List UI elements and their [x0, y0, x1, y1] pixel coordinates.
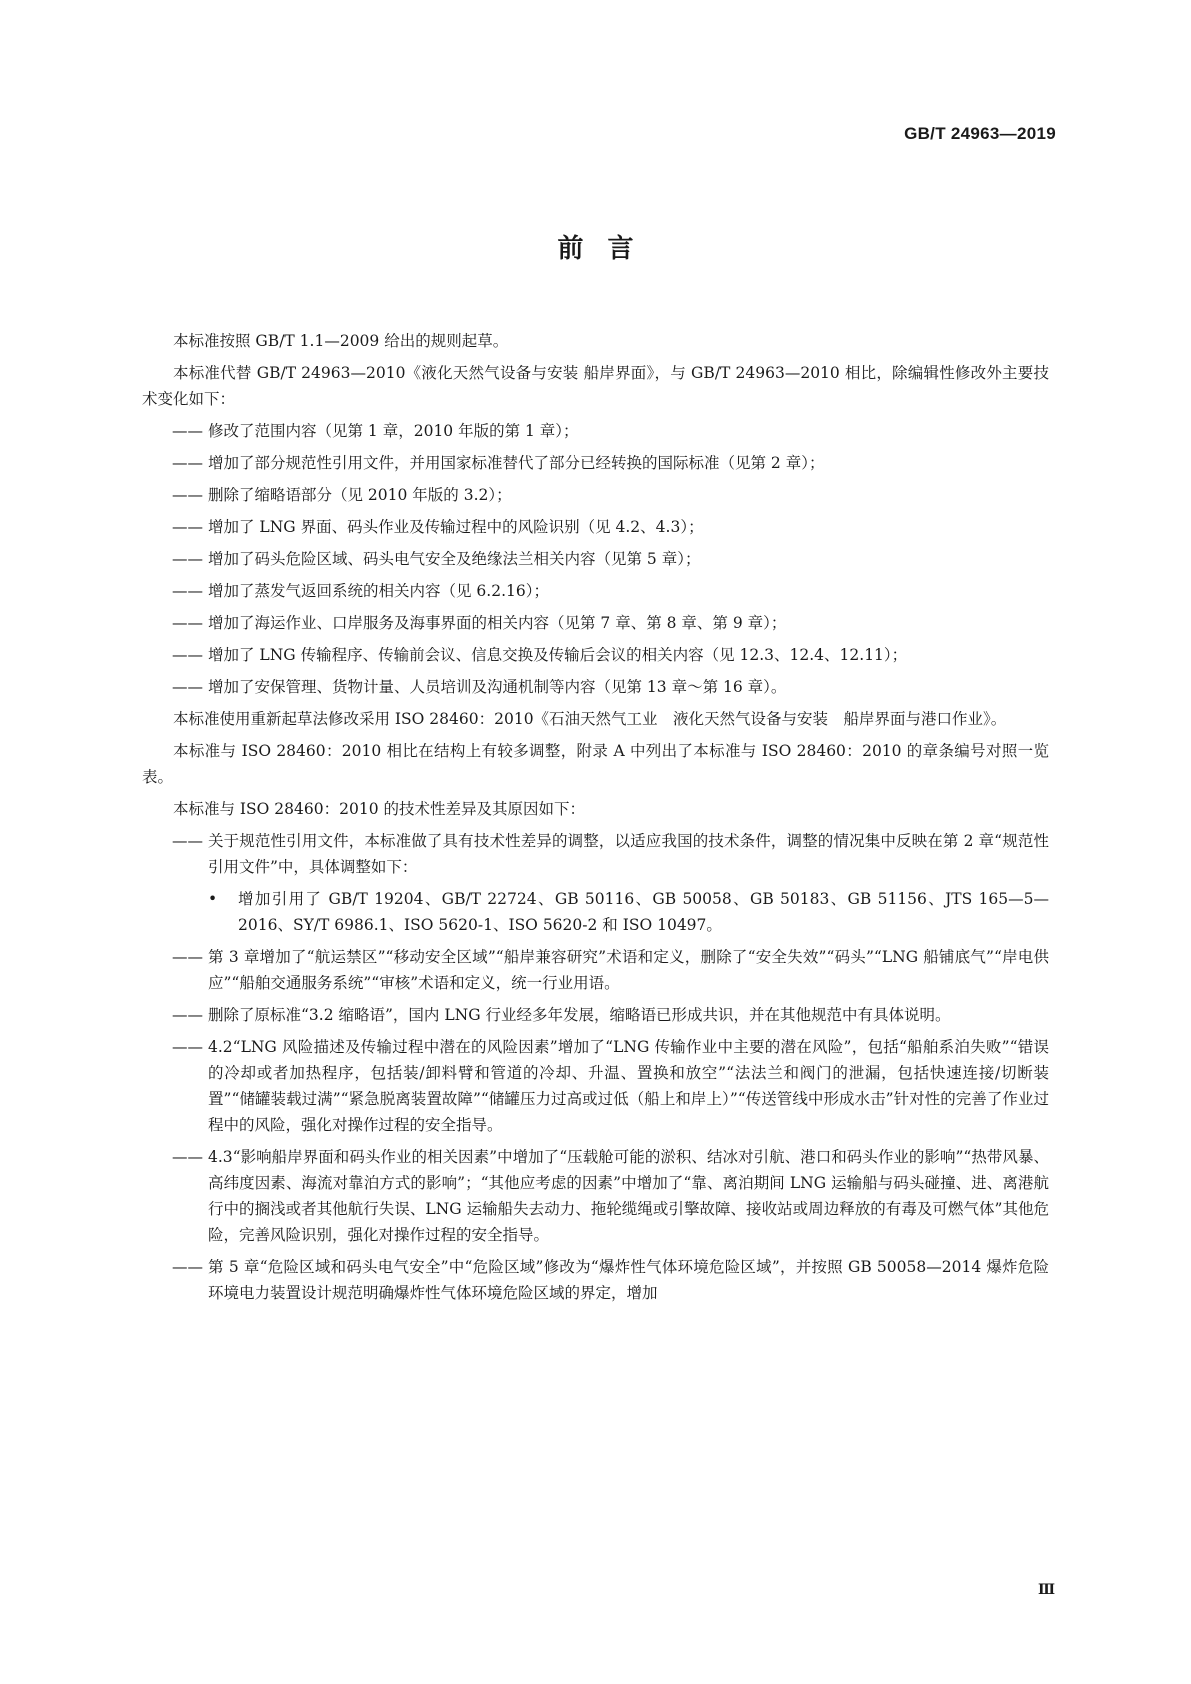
- dash-mark: ——: [172, 1006, 203, 1024]
- document-body: [142, 328, 1049, 1312]
- change-item: [172, 610, 1049, 636]
- page-number: Ⅲ: [1037, 1582, 1055, 1598]
- change-item-text: 修改了范围内容（见第 1 章，2010 年版的第 1 章）；: [208, 422, 579, 440]
- dash-mark: ——: [172, 1148, 203, 1166]
- dash-mark: ——: [172, 832, 203, 850]
- dash-mark: ——: [172, 582, 203, 600]
- bullet-icon: •: [208, 890, 218, 908]
- change-item: [172, 418, 1049, 444]
- dash-mark: ——: [172, 550, 203, 568]
- change-item-text: 增加了部分规范性引用文件，并用国家标准替代了部分已经转换的国际标准（见第 2 章）；: [208, 454, 825, 472]
- difference-item-text: 关于规范性引用文件，本标准做了具有技术性差异的调整，以适应我国的技术条件，调整的情况集中反映在第 2 章“规范性引用文件”中，具体调整如下：: [208, 832, 1049, 876]
- difference-item: [172, 1254, 1049, 1306]
- change-item: [172, 642, 1049, 668]
- change-item: [172, 450, 1049, 476]
- bullet-item-text: 增加引用了 GB/T 19204、GB/T 22724、GB 50116、GB 50058、GB 50183、GB 51156、JTS 165—5—2016、SY/T 6986.1、ISO 5620-1、ISO 5620-2 和 ISO 10497。: [238, 890, 1049, 934]
- change-item-text: 增加了 LNG 传输程序、传输前会议、信息交换及传输后会议的相关内容（见 12.3、12.4、12.11）；: [208, 646, 908, 664]
- dash-mark: ——: [172, 948, 203, 966]
- change-item-text: 增加了 LNG 界面、码头作业及传输过程中的风险识别（见 4.2、4.3）；: [208, 518, 704, 536]
- change-item-text: 增加了安保管理、货物计量、人员培训及沟通机制等内容（见第 13 章～第 16 章）。: [208, 678, 787, 696]
- difference-item-text: 删除了原标准“3.2 缩略语”，国内 LNG 行业经多年发展，缩略语已形成共识，并在其他规范中有具体说明。: [208, 1006, 951, 1024]
- dash-mark: ——: [172, 1038, 203, 1056]
- paragraph-adoption: 本标准使用重新起草法修改采用 ISO 28460：2010《石油天然气工业 液化天然气设备与安装 船岸界面与港口作业》。: [173, 710, 1007, 728]
- difference-item-text: 4.2“LNG 风险描述及传输过程中潜在的风险因素”增加了“LNG 传输作业中主要的潜在风险”，包括“船舶系泊失败”“错误的冷却或者加热程序，包括装/卸料臂和管道的冷却、升温、置换和放空”“法法兰和阀门的泄漏，包括快速连接/切断装置”“储罐装载过满”“紧急脱离装置故障”“储罐压力过高或过低（船上和岸上）”“传送管线中形成水击”针对性的完善了作业过程中的风险，强化对操作过程的安全指导。: [208, 1038, 1049, 1134]
- change-item: [172, 482, 1049, 508]
- paragraph-replaces: 本标准代替 GB/T 24963—2010《液化天然气设备与安装 船岸界面》，与 GB/T 24963—2010 相比，除编辑性修改外主要技术变化如下：: [142, 364, 1049, 408]
- bullet-item: [208, 886, 1049, 938]
- difference-item-text: 4.3“影响船岸界面和码头作业的相关因素”中增加了“压载舱可能的淤积、结冰对引航、港口和码头作业的影响”“热带风暴、高纬度因素、海流对靠泊方式的影响”；“其他应考虑的因素”中增加了“靠、离泊期间 LNG 运输船与码头碰撞、进、离港航行中的搁浅或者其他航行失误、LNG 运输船失去动力、拖轮缆绳或引擎故障、接收站或周边释放的有毒及可燃气体”其他危险，完善风险识别，强化对操作过程的安全指导。: [208, 1148, 1049, 1244]
- change-item: [172, 578, 1049, 604]
- dash-mark: ——: [172, 646, 203, 664]
- dash-mark: ——: [172, 486, 203, 504]
- paragraph-differences-intro: 本标准与 ISO 28460：2010 的技术性差异及其原因如下：: [173, 800, 585, 818]
- standard-code: GB/T 24963—2019: [904, 124, 1056, 143]
- difference-item: [172, 1144, 1049, 1248]
- change-item: [172, 514, 1049, 540]
- paragraph-structure: 本标准与 ISO 28460：2010 相比在结构上有较多调整，附录 A 中列出了本标准与 ISO 28460：2010 的章条编号对照一览表。: [142, 742, 1049, 786]
- difference-item: [172, 828, 1049, 880]
- change-item-text: 增加了码头危险区域、码头电气安全及绝缘法兰相关内容（见第 5 章）；: [208, 550, 701, 568]
- dash-mark: ——: [172, 454, 203, 472]
- paragraph-drafting-rules: 本标准按照 GB/T 1.1—2009 给出的规则起草。: [173, 332, 509, 350]
- difference-item: [172, 1034, 1049, 1138]
- change-item-text: 删除了缩略语部分（见 2010 年版的 3.2）；: [208, 486, 512, 504]
- difference-item-text: 第 3 章增加了“航运禁区”“移动安全区域”“船岸兼容研究”术语和定义，删除了“安全失效”“码头”“LNG 船铺底气”“岸电供应”“船舶交通服务系统”“审核”术语和定义，统一行业用语。: [208, 948, 1049, 992]
- dash-mark: ——: [172, 1258, 203, 1276]
- difference-item: [172, 944, 1049, 996]
- change-item: [172, 674, 1049, 700]
- dash-mark: ——: [172, 614, 203, 632]
- dash-mark: ——: [172, 518, 203, 536]
- page-title: 前言: [557, 234, 658, 264]
- change-item: [172, 546, 1049, 572]
- dash-mark: ——: [172, 678, 203, 696]
- difference-item: [172, 1002, 1049, 1028]
- dash-mark: ——: [172, 422, 203, 440]
- difference-item-text: 第 5 章“危险区域和码头电气安全”中“危险区域”修改为“爆炸性气体环境危险区域”，并按照 GB 50058—2014 爆炸危险环境电力装置设计规范明确爆炸性气体环境危险区域的界定，增加: [208, 1258, 1049, 1302]
- change-item-text: 增加了海运作业、口岸服务及海事界面的相关内容（见第 7 章、第 8 章、第 9 章）；: [208, 614, 787, 632]
- change-item-text: 增加了蒸发气返回系统的相关内容（见 6.2.16）；: [208, 582, 549, 600]
